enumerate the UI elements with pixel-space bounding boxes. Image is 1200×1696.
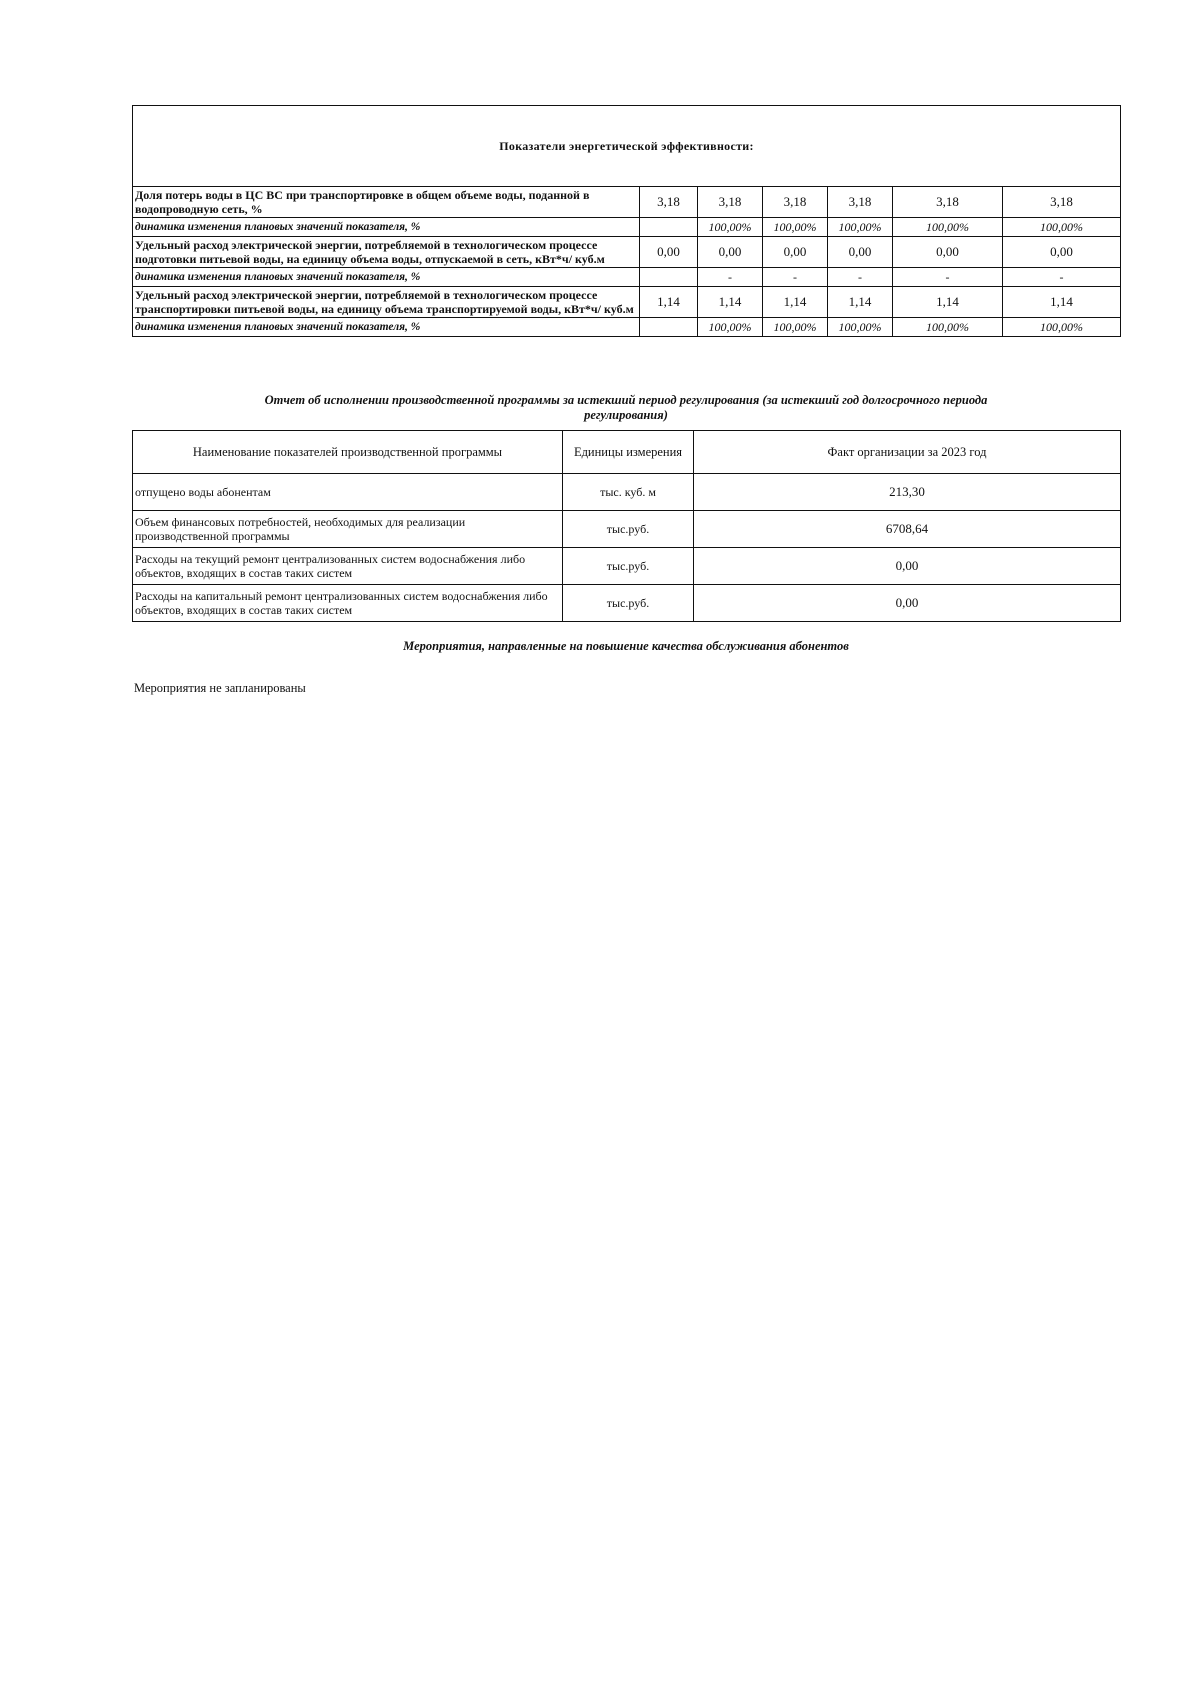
dynamic-value: 100,00% <box>893 318 1003 337</box>
measures-heading: Мероприятия, направленные на повышение качества обслуживания абонентов <box>403 639 849 653</box>
indicator-value: 0,00 <box>640 237 698 268</box>
report-heading <box>132 393 1120 423</box>
report-heading-line2: регулирования) <box>584 408 668 422</box>
dynamic-label: динамика изменения плановых значений показателя, % <box>133 268 640 287</box>
dynamic-value: 100,00% <box>763 318 828 337</box>
dynamic-value: 100,00% <box>893 218 1003 237</box>
header-unit: Единицы измерения <box>563 431 694 474</box>
dynamic-value: 100,00% <box>698 218 763 237</box>
dynamic-value: - <box>893 268 1003 287</box>
indicator-value: 0,00 <box>698 237 763 268</box>
dynamic-label: динамика изменения плановых значений показателя, % <box>133 218 640 237</box>
dynamic-value: 100,00% <box>698 318 763 337</box>
unit-value: тыс.руб. <box>563 585 694 622</box>
dynamic-value <box>640 268 698 287</box>
dynamic-value: 100,00% <box>828 218 893 237</box>
dynamic-value: 100,00% <box>763 218 828 237</box>
fact-value: 0,00 <box>694 585 1121 622</box>
dynamic-value: 100,00% <box>1003 318 1121 337</box>
production-row <box>133 548 1121 585</box>
indicator-label: Доля потерь воды в ЦС ВС при транспортировке в общем объеме воды, поданной в водопроводную сеть, % <box>133 187 640 218</box>
dynamic-value: - <box>1003 268 1121 287</box>
indicator-name: Расходы на текущий ремонт централизованных систем водоснабжения либо объектов, входящих в состав таких систем <box>133 548 563 585</box>
indicator-value: 1,14 <box>698 287 763 318</box>
indicator-value: 1,14 <box>640 287 698 318</box>
indicator-value: 1,14 <box>1003 287 1121 318</box>
indicator-value: 1,14 <box>828 287 893 318</box>
dynamic-value: - <box>698 268 763 287</box>
production-row <box>133 511 1121 548</box>
header-indicator-name: Наименование показателей производственной программы <box>133 431 563 474</box>
indicator-name: отпущено воды абонентам <box>133 474 563 511</box>
indicator-value: 0,00 <box>763 237 828 268</box>
efficiency-dynamic-row <box>133 318 1121 337</box>
indicator-value: 3,18 <box>698 187 763 218</box>
dynamic-value <box>640 218 698 237</box>
energy-efficiency-table <box>132 105 1121 337</box>
production-row <box>133 474 1121 511</box>
fact-value: 213,30 <box>694 474 1121 511</box>
indicator-name: Расходы на капитальный ремонт централизованных систем водоснабжения либо объектов, входящих в состав таких систем <box>133 585 563 622</box>
efficiency-dynamic-row <box>133 218 1121 237</box>
production-row <box>133 585 1121 622</box>
measures-note: Мероприятия не запланированы <box>134 681 306 695</box>
report-heading-line1: Отчет об исполнении производственной программы за истекший период регулирования (за истекший год долгосрочного периода <box>264 393 988 407</box>
efficiency-indicator-row <box>133 287 1121 318</box>
fact-value: 0,00 <box>694 548 1121 585</box>
indicator-value: 3,18 <box>1003 187 1121 218</box>
dynamic-value <box>640 318 698 337</box>
indicator-value: 1,14 <box>893 287 1003 318</box>
efficiency-indicator-row <box>133 237 1121 268</box>
unit-value: тыс.руб. <box>563 548 694 585</box>
dynamic-value: 100,00% <box>1003 218 1121 237</box>
indicator-label: Удельный расход электрической энергии, потребляемой в технологическом процессе транспортировки питьевой воды, на единицу объема транспортируемой воды, кВт*ч/ куб.м <box>133 287 640 318</box>
efficiency-dynamic-row <box>133 268 1121 287</box>
indicator-value: 0,00 <box>1003 237 1121 268</box>
production-header-row <box>133 431 1121 474</box>
efficiency-title-row <box>133 106 1121 187</box>
fact-value: 6708,64 <box>694 511 1121 548</box>
indicator-value: 3,18 <box>828 187 893 218</box>
indicator-value: 1,14 <box>763 287 828 318</box>
unit-value: тыс. куб. м <box>563 474 694 511</box>
indicator-value: 3,18 <box>640 187 698 218</box>
efficiency-title: Показатели энергетической эффективности: <box>133 106 1121 187</box>
dynamic-label: динамика изменения плановых значений показателя, % <box>133 318 640 337</box>
unit-value: тыс.руб. <box>563 511 694 548</box>
header-fact: Факт организации за 2023 год <box>694 431 1121 474</box>
indicator-value: 0,00 <box>893 237 1003 268</box>
efficiency-indicator-row <box>133 187 1121 218</box>
indicator-value: 0,00 <box>828 237 893 268</box>
indicator-value: 3,18 <box>893 187 1003 218</box>
indicator-value: 3,18 <box>763 187 828 218</box>
dynamic-value: 100,00% <box>828 318 893 337</box>
dynamic-value: - <box>763 268 828 287</box>
indicator-name: Объем финансовых потребностей, необходимых для реализации производственной программы <box>133 511 563 548</box>
indicator-label: Удельный расход электрической энергии, потребляемой в технологическом процессе подготовки питьевой воды, на единицу объема воды, отпускаемой в сеть, кВт*ч/ куб.м <box>133 237 640 268</box>
production-program-table <box>132 430 1121 622</box>
dynamic-value: - <box>828 268 893 287</box>
